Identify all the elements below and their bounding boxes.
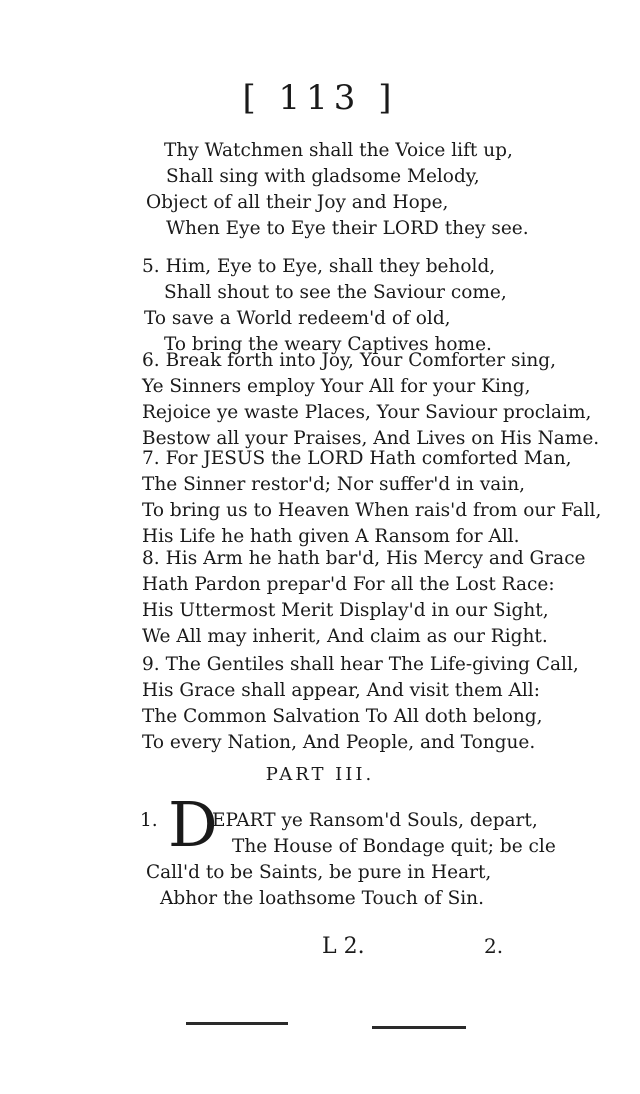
page-number: [ 113 ] <box>242 78 398 118</box>
stanza-line: To bring the weary Captives home. <box>164 334 492 355</box>
stanza-line: Object of all their Joy and Hope, <box>146 192 449 213</box>
stanza-number: 5. <box>142 256 160 277</box>
stanza-line: To every Nation, And People, and Tongue. <box>142 732 536 753</box>
stanza-line: Ye Sinners employ Your All for your King, <box>142 376 531 397</box>
stanza-line: His Arm he hath bar'd, His Mercy and Grace <box>165 548 586 569</box>
stanza-number: 8. <box>142 548 160 569</box>
stanza-line: Thy Watchmen shall the Voice lift up, <box>164 140 513 161</box>
stanza-line: Him, Eye to Eye, shall they behold, <box>165 256 496 277</box>
bottom-rule-left <box>186 1022 288 1025</box>
stanza-first-line <box>142 652 579 678</box>
stanza-line: Call'd to be Saints, be pure in Heart, <box>146 862 492 883</box>
stanza-number: 9. <box>142 654 160 675</box>
stanza-number: 1. <box>140 810 158 831</box>
stanza-number: 7. <box>142 448 160 469</box>
stanza-line: His Uttermost Merit Display'd in our Sight, <box>142 600 549 621</box>
stanza-line: Shall shout to see the Saviour come, <box>164 282 507 303</box>
stanza-number: 6. <box>142 350 160 371</box>
part-heading: PART III. <box>265 764 375 785</box>
signature-mark: L 2. <box>322 934 365 959</box>
stanza-line: Abhor the loathsome Touch of Sin. <box>160 888 484 909</box>
stanza-line: The Sinner restor'd; Nor suffer'd in vain, <box>142 474 526 495</box>
catchword: 2. <box>484 934 504 958</box>
stanza-line: Shall sing with gladsome Melody, <box>166 166 480 187</box>
stanza-line: To save a World redeem'd of old, <box>144 308 451 329</box>
stanza-line: His Grace shall appear, And visit them All: <box>142 680 540 701</box>
stanza-first-line <box>142 254 495 280</box>
stanza-line: The Common Salvation To All doth belong, <box>142 706 543 727</box>
stanza-line: We All may inherit, And claim as our Right. <box>142 626 548 647</box>
stanza-first-line <box>142 348 556 374</box>
stanza-line: Hath Pardon prepar'd For all the Lost Race: <box>142 574 555 595</box>
stanza-line: EPART ye Ransom'd Souls, depart, <box>212 810 538 831</box>
stanza-first-line <box>142 546 586 572</box>
stanza-line: To bring us to Heaven When rais'd from our Fall, <box>142 500 602 521</box>
stanza-line: When Eye to Eye their LORD they see. <box>166 218 529 239</box>
stanza-line: For JESUS the LORD Hath comforted Man, <box>165 448 572 469</box>
stanza-first-line <box>142 446 572 472</box>
stanza-line: Bestow all your Praises, And Lives on His Name. <box>142 428 600 449</box>
stanza-line: The House of Bondage quit; be cle <box>232 836 556 857</box>
stanza-line: Break forth into Joy, Your Comforter sing, <box>165 350 557 371</box>
stanza-line: The Gentiles shall hear The Life-giving Call, <box>165 654 579 675</box>
bottom-rule-right <box>372 1026 466 1029</box>
stanza-line: His Life he hath given A Ransom for All. <box>142 526 520 547</box>
drop-cap: D <box>168 788 218 861</box>
stanza-line: Rejoice ye waste Places, Your Saviour proclaim, <box>142 402 592 423</box>
